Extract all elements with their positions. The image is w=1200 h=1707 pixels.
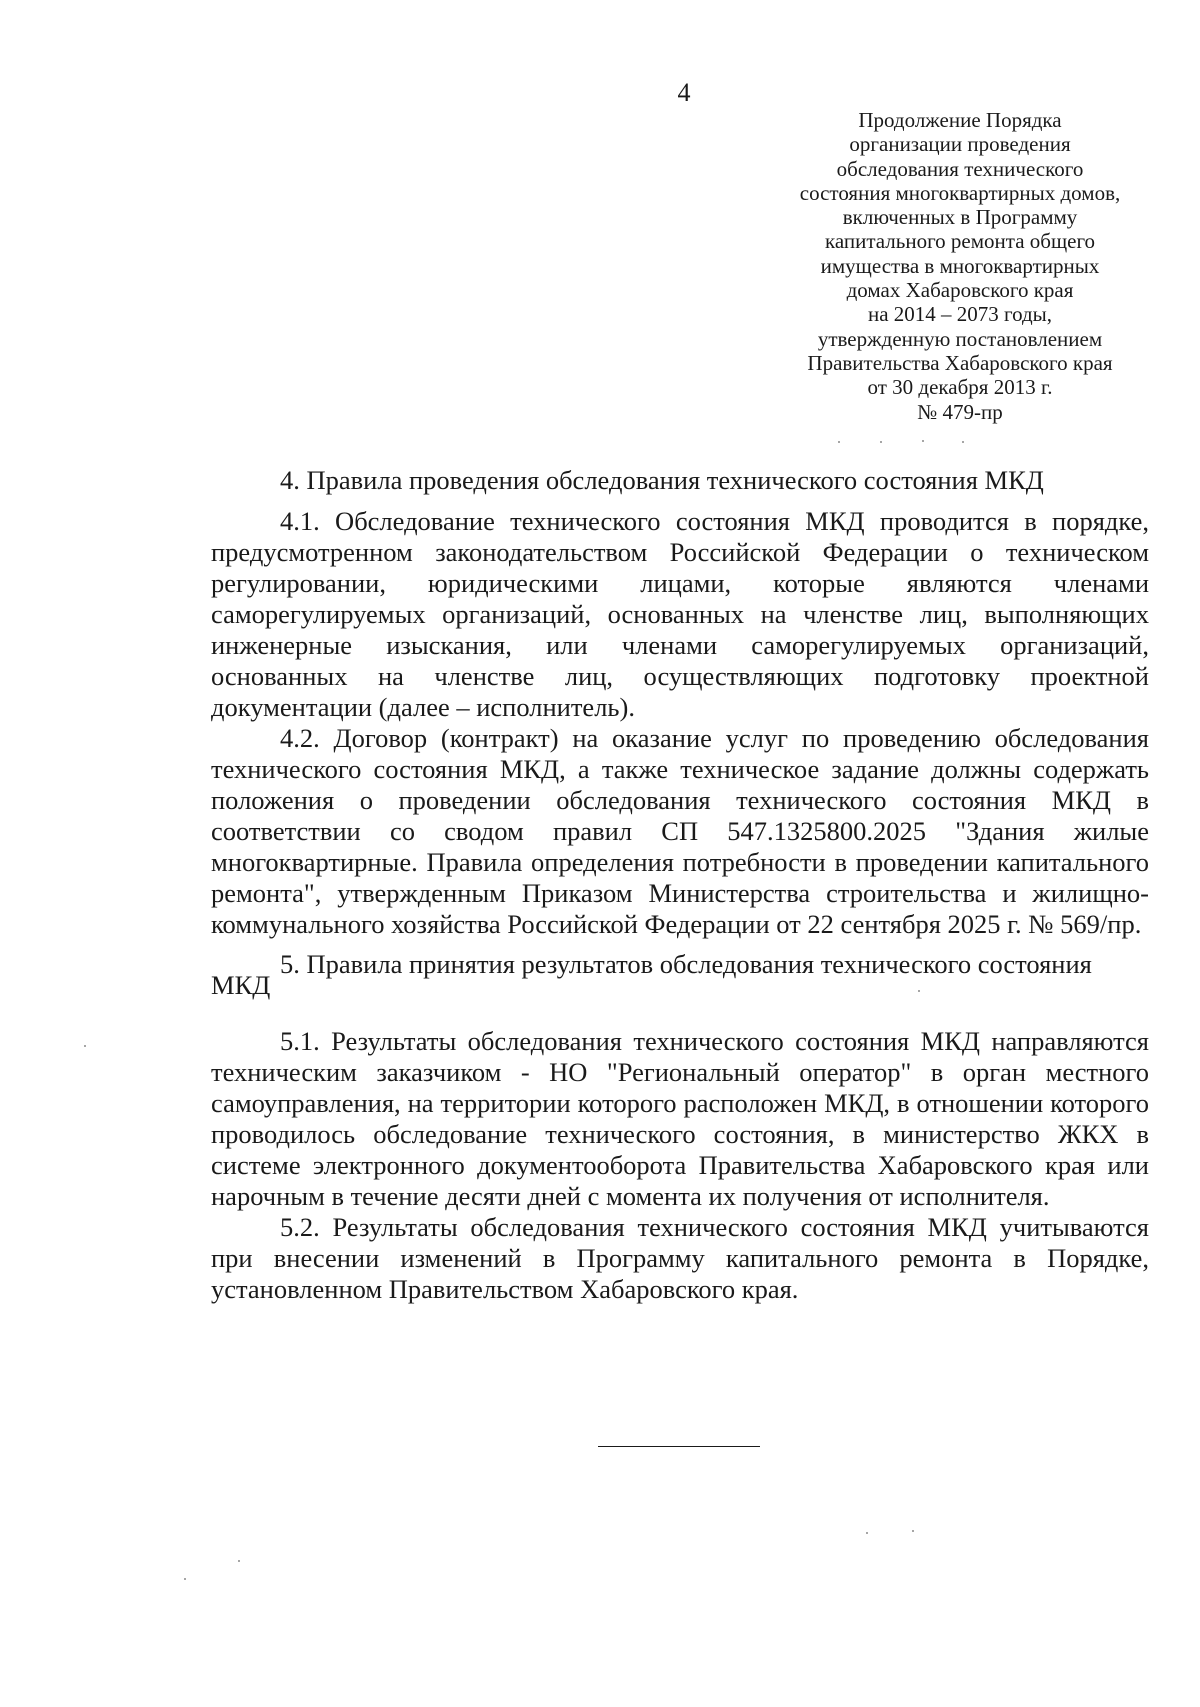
header-line: Правительства Хабаровского края	[807, 350, 1113, 375]
scan-speck	[84, 1045, 86, 1047]
scan-speck	[838, 441, 840, 443]
header-line: обследования технического	[836, 156, 1084, 181]
header-line: включенных в Программу	[842, 205, 1078, 230]
paragraph-4-1: 4.1. Обследование технического состояния МКД проводится в порядке, предусмотренном законодательством Российской Федерации о техническом регулировании, юридическими лицами, которые являются членами саморегулируемых организаций, основанных на членстве лиц, выполняющих инженерные изыскания, или членами саморегулируемых организаций, основанных на членстве лиц, осуществляющих подготовку проектной документации (далее – исполнитель).	[211, 506, 1149, 722]
scan-speck	[918, 990, 920, 992]
header-line: от 30 декабря 2013 г.	[867, 375, 1053, 400]
header-line: № 479-пр	[917, 399, 1003, 424]
document-body	[211, 465, 1149, 1305]
page-number: 4	[677, 78, 691, 107]
scan-speck	[912, 1530, 914, 1532]
section-5-title-line1: 5. Правила принятия результатов обследования технического состояния	[280, 949, 1092, 979]
header-line: организации проведения	[849, 132, 1071, 157]
section-5-title	[211, 949, 1149, 1000]
scan-speck	[184, 1578, 186, 1580]
paragraph-4-2: 4.2. Договор (контракт) на оказание услуг по проведению обследования технического состояния МКД, а также техническое задание должны содержать положения о проведении обследования технического состояния МКД в соответствии со сводом правил СП 547.1325800.2025 "Здания жилые многоквартирные. Правила определения потребности в проведении капитального ремонта", утвержденным Приказом Министерства строительства и жилищно-коммунального хозяйства Российской Федерации от 22 сентября 2025 г. № 569/пр.	[211, 723, 1149, 939]
header-continuation-note	[760, 108, 1160, 424]
header-line: утвержденную постановлением	[817, 326, 1103, 351]
end-divider-line	[598, 1446, 760, 1447]
header-line: на 2014 – 2073 годы,	[867, 302, 1053, 327]
scan-speck	[962, 441, 964, 443]
scan-speck	[238, 1560, 240, 1562]
header-line: имущества в многоквартирных	[820, 253, 1100, 278]
scan-speck	[866, 1532, 868, 1534]
section-4-title: 4. Правила проведения обследования технического состояния МКД	[280, 465, 1044, 495]
section-5-title-line2: МКД	[211, 970, 271, 1000]
scan-speck	[922, 440, 924, 442]
header-line: состояния многоквартирных домов,	[799, 180, 1121, 205]
paragraph-5-1: 5.1. Результаты обследования технического состояния МКД направляются техническим заказчиком - НО "Региональный оператор" в орган местного самоуправления, на территории которого расположен МКД, в отношении которого проводилось обследование технического состояния, в министерство ЖКХ в системе электронного документооборота Правительства Хабаровского края или нарочным в течение десяти дней с момента их получения от исполнителя.	[211, 1026, 1149, 1211]
header-line: Продолжение Порядка	[858, 108, 1062, 132]
paragraph-5-2: 5.2. Результаты обследования технического состояния МКД учитываются при внесении изменений в Программу капитального ремонта в Порядке, установленном Правительством Хабаровского края.	[211, 1212, 1149, 1304]
scan-speck	[880, 441, 882, 443]
header-line: капитального ремонта общего	[824, 229, 1096, 254]
header-line: домах Хабаровского края	[846, 278, 1074, 303]
